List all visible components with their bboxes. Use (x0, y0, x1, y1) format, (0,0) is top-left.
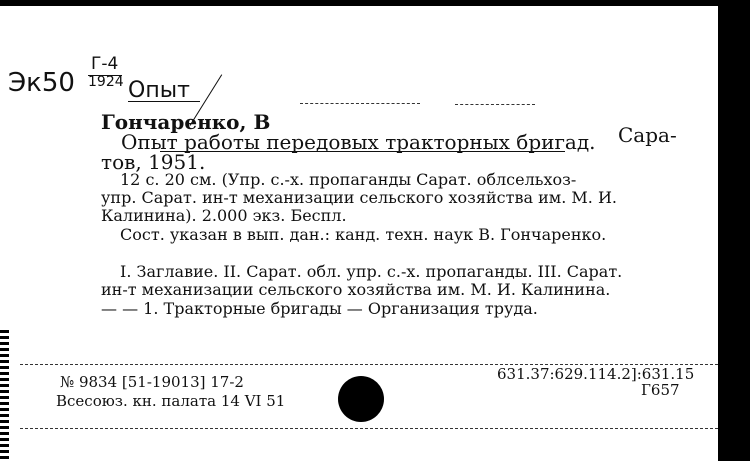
registration-number: № 9834 [51-19013] 17-2 (60, 373, 244, 391)
handwritten-underline (128, 101, 200, 102)
title-line-2: тов, 1951. (101, 150, 206, 174)
udc-code: 631.37:629.114.2]:631.15 (497, 365, 695, 383)
place: Сара- (618, 123, 677, 147)
description-line-1: 12 с. 20 см. (Упр. с.-х. пропаганды Сарат. облсельхоз- (120, 170, 577, 189)
handwritten-shelf-mark: Эк50 (8, 68, 75, 98)
tracings-line-3: — — 1. Тракторные бригады — Организация труда. (101, 299, 538, 318)
tracings-line-2: ин-т механизации сельского хозяйства им. М. И. Калинина. (101, 280, 611, 299)
title-underline (160, 151, 565, 152)
punch-hole (338, 376, 384, 422)
scan-border-right (718, 0, 750, 461)
description-line-2: упр. Сарат. ин-т механизации сельского хозяйства им. М. И. (101, 188, 617, 207)
handwritten-fraction-top: Г-4 (91, 54, 119, 74)
dotted-guide (300, 103, 420, 104)
scan-edge-left (0, 330, 9, 461)
handwritten-word: Опыт (128, 78, 190, 103)
scan-border-top (0, 0, 750, 6)
bottom-guide-line (20, 428, 718, 429)
book-chamber: Всесоюз. кн. палата 14 VI 51 (56, 392, 286, 410)
author-heading: Гончаренко, В (101, 110, 271, 134)
classification-code: Г657 (641, 381, 680, 399)
note-line: Сост. указан в вып. дан.: канд. техн. наук В. Гончаренко. (120, 225, 607, 244)
handwritten-fraction-bottom: 1924 (88, 74, 124, 90)
dotted-guide (455, 104, 535, 105)
title-line-1: Опыт работы передовых тракторных бригад. (121, 130, 596, 154)
tracings-line-1: I. Заглавие. II. Сарат. обл. упр. с.-х. пропаганды. III. Сарат. (120, 262, 623, 281)
description-line-3: Калинина). 2.000 экз. Беспл. (101, 206, 347, 225)
